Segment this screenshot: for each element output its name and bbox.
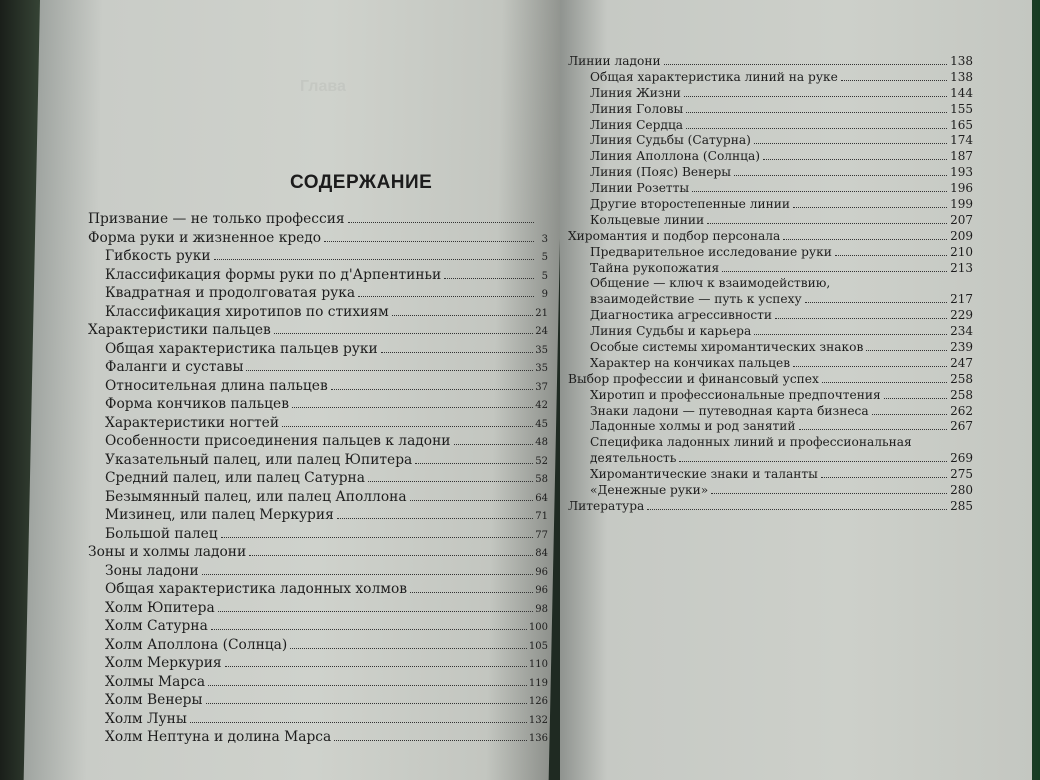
ghost-heading: Глава	[300, 78, 346, 95]
toc-dot-leader	[214, 259, 534, 260]
toc-entry	[88, 321, 548, 340]
toc-entry-title: Квадратная и продолговатая рука	[105, 285, 356, 301]
toc-dot-leader	[822, 382, 947, 383]
toc-entry-title: Большой палец	[105, 525, 218, 542]
toc-dot-leader	[392, 315, 533, 316]
toc-entry-title: Линия Головы	[590, 101, 684, 116]
toc-page-number: 37	[535, 381, 548, 393]
toc-page-number: 126	[528, 696, 548, 707]
toc-dot-leader	[866, 350, 947, 351]
toc-page-number: 35	[535, 363, 548, 374]
toc-page-number: 229	[950, 308, 973, 323]
toc-entry-title: Ладонные холмы и род занятий	[590, 419, 796, 434]
toc-entry	[88, 691, 548, 710]
toc-entry	[88, 636, 548, 655]
toc-page-number: 98	[535, 603, 548, 615]
toc-entry	[568, 276, 973, 292]
toc-entry-title: Литература	[568, 498, 645, 513]
toc-entry-title: Линии Розетты	[590, 181, 690, 196]
toc-dot-leader	[872, 414, 947, 415]
toc-dot-leader	[734, 175, 947, 176]
toc-entry-title: Выбор профессии и финансовый успех	[568, 371, 819, 386]
toc-dot-leader	[206, 703, 527, 704]
toc-entry-title: Общая характеристика линий на руке	[590, 69, 838, 84]
toc-entry	[568, 54, 973, 70]
toc-entry	[88, 284, 548, 303]
toc-dot-leader	[381, 352, 534, 353]
toc-entry-title: Форма кончиков пальцев	[105, 396, 289, 412]
toc-entry	[88, 395, 548, 414]
toc-page-number: 210	[950, 244, 973, 259]
toc-entry-title: Особые системы хиромантических знаков	[590, 340, 864, 355]
toc-page-number: 138	[950, 54, 973, 68]
toc-entry	[568, 261, 973, 277]
toc-page-number: 136	[528, 733, 548, 744]
toc-page-number: 187	[950, 149, 973, 164]
toc-page-number: 239	[950, 340, 973, 355]
toc-page-number: 217	[950, 292, 973, 307]
toc-dot-leader	[290, 648, 527, 649]
toc-page-number: 105	[528, 640, 548, 652]
toc-entry-title: Относительная длина пальцев	[105, 377, 328, 394]
toc-entry	[88, 377, 548, 396]
toc-dot-leader	[410, 500, 534, 501]
toc-page-number: 213	[950, 260, 973, 275]
toc-dot-leader	[334, 740, 527, 741]
toc-dot-leader	[793, 207, 947, 208]
toc-dot-leader	[292, 407, 533, 408]
toc-entry-title: Линии ладони	[568, 54, 661, 68]
toc-entry-title: Средний палец, или палец Сатурна	[105, 470, 365, 486]
toc-entry-title: Линия Жизни	[590, 85, 681, 100]
toc-entry-title: Специфика ладонных линий и профессиональная	[590, 435, 912, 450]
toc-entry	[568, 86, 973, 102]
toc-entry	[88, 543, 548, 562]
toc-entry	[568, 435, 973, 451]
toc-dot-leader	[337, 518, 533, 519]
toc-entry	[568, 133, 973, 149]
toc-dot-leader	[221, 537, 534, 538]
toc-dot-leader	[282, 426, 533, 427]
toc-entry-title: Особенности присоединения пальцев к ладони	[105, 433, 451, 449]
toc-entry-title: Характеристики ногтей	[105, 414, 280, 431]
toc-entry-title: Холм Венеры	[105, 692, 203, 708]
toc-dot-leader	[246, 370, 533, 371]
toc-entry-title: Предварительное исследование руки	[590, 244, 832, 259]
toc-dot-leader	[368, 481, 533, 482]
toc-entry	[568, 388, 973, 404]
toc-entry	[568, 324, 973, 340]
toc-dot-leader	[686, 128, 947, 129]
toc-entry	[568, 372, 973, 388]
toc-page-number: 42	[535, 400, 548, 411]
toc-page-number: 285	[950, 498, 973, 513]
toc-entry-title: Кольцевые линии	[590, 212, 705, 227]
toc-page-number: 280	[950, 483, 973, 498]
toc-dot-leader	[684, 96, 947, 97]
toc-dot-leader	[799, 429, 947, 430]
toc-entry	[88, 710, 548, 729]
toc-entry-title: Холмы Марса	[105, 673, 206, 690]
toc-entry-title: Классификация формы руки по д'Арпентиньи	[105, 266, 442, 283]
toc-page-number: 207	[950, 212, 973, 227]
toc-entry-title: Диагностика агрессивности	[590, 308, 773, 323]
toc-entry	[568, 340, 973, 356]
toc-entry	[568, 308, 973, 324]
toc-entry-title: Холм Сатурна	[105, 618, 208, 634]
toc-entry-title: Тайна рукопожатия	[590, 260, 720, 275]
toc-entry	[88, 358, 548, 377]
toc-dot-leader	[358, 296, 534, 297]
toc-page-number: 119	[528, 677, 548, 689]
toc-page-number: 234	[950, 324, 973, 339]
toc-page-number: 84	[535, 548, 548, 559]
toc-entry-title: Мизинец, или палец Меркурия	[105, 507, 334, 523]
toc-page-number: 45	[535, 418, 548, 430]
toc-entry-title: Хиротип и профессиональные предпочтения	[590, 387, 881, 402]
toc-entry-title: Форма руки и жизненное кредо	[88, 229, 322, 246]
toc-entry-title: Холм Нептуна и долина Марса	[105, 729, 332, 745]
toc-page-number: 71	[535, 511, 548, 522]
toc-page-number: 48	[535, 437, 548, 448]
toc-entry-title: Холм Аполлона (Солнца)	[105, 636, 288, 653]
toc-entry	[88, 451, 548, 470]
toc-page-number: 52	[535, 455, 548, 467]
toc-entry-title: Другие второстепенные линии	[590, 197, 790, 212]
toc-entry	[88, 414, 548, 433]
toc-dot-leader	[835, 255, 947, 256]
toc-entry	[568, 356, 973, 372]
toc-entry	[88, 617, 548, 636]
toc-entry-title: Общение — ключ к взаимодействию,	[590, 276, 831, 291]
toc-entry	[568, 451, 973, 467]
toc-page-number: 24	[535, 326, 548, 337]
toc-entry	[568, 499, 973, 515]
toc-dot-leader	[692, 191, 947, 192]
toc-entry	[88, 728, 548, 747]
toc-page-number: 209	[950, 228, 973, 243]
toc-dot-leader	[454, 444, 534, 445]
toc-entry	[568, 245, 973, 261]
toc-dot-leader	[331, 389, 534, 390]
toc-dot-leader	[444, 278, 534, 279]
toc-entry	[88, 580, 548, 599]
toc-page-number: 199	[950, 197, 973, 212]
toc-dot-leader	[884, 398, 947, 399]
toc-entry	[568, 229, 973, 245]
toc-entry-title: Характеристики пальцев	[88, 322, 271, 338]
toc-entry-title: Характер на кончиках пальцев	[590, 355, 791, 370]
toc-entry	[568, 197, 973, 213]
toc-entry	[88, 506, 548, 525]
toc-entry	[88, 266, 548, 285]
toc-page-number: 96	[535, 566, 548, 578]
toc-dot-leader	[410, 592, 533, 593]
toc-page-number: 138	[950, 69, 973, 84]
toc-entry	[568, 404, 973, 420]
toc-dot-leader	[211, 629, 527, 630]
toc-entry-title: Классификация хиротипов по стихиям	[105, 303, 389, 320]
toc-entry-title: Призвание — не только профессия	[88, 211, 345, 227]
toc-entry	[88, 599, 548, 618]
toc-entry	[88, 247, 548, 266]
toc-page-number: 144	[950, 85, 973, 100]
toc-page-number: 258	[950, 387, 973, 402]
toc-dot-leader	[754, 334, 947, 335]
toc-entry	[568, 165, 973, 181]
toc-dot-leader	[208, 685, 527, 686]
toc-entry	[88, 303, 548, 322]
toc-dot-leader	[707, 223, 947, 224]
toc-dot-leader	[415, 463, 533, 464]
toc-page-number: 174	[950, 133, 973, 148]
toc-entry-title: Зоны и холмы ладони	[88, 544, 247, 560]
toc-dot-leader	[190, 722, 527, 723]
toc-entry	[88, 673, 548, 692]
toc-entry-title: Холм Юпитера	[105, 599, 215, 616]
toc-page-number: 77	[535, 529, 548, 541]
toc-entry	[568, 70, 973, 86]
toc-entry-title: Холм Луны	[105, 710, 187, 727]
toc-page-number: 262	[950, 403, 973, 418]
toc-page-number: 100	[528, 622, 548, 633]
toc-entry	[88, 525, 548, 544]
toc-entry	[568, 149, 973, 165]
toc-dot-leader	[664, 64, 947, 65]
toc-entry-title: Общая характеристика пальцев руки	[105, 340, 378, 357]
toc-entry-title: Общая характеристика ладонных холмов	[105, 581, 408, 597]
toc-entry	[88, 432, 548, 451]
page-title: СОДЕРЖАНИЕ	[290, 172, 433, 193]
toc-page-number: 165	[950, 117, 973, 132]
toc-dot-leader	[686, 112, 947, 113]
toc-entry-title: Линия Судьбы (Сатурна)	[590, 133, 751, 148]
toc-entry-title: деятельность	[590, 451, 677, 466]
toc-page-number: 247	[950, 355, 973, 370]
toc-page-number: 155	[950, 101, 973, 116]
toc-entry-title: Знаки ладони — путеводная карта бизнеса	[590, 403, 869, 418]
toc-page-number: 258	[950, 371, 973, 386]
toc-page-number: 5	[541, 252, 548, 263]
toc-dot-leader	[805, 302, 947, 303]
toc-page-number: 5	[541, 270, 548, 282]
toc-dot-leader	[202, 574, 534, 575]
toc-entry	[568, 467, 973, 483]
toc-dot-leader	[647, 509, 947, 510]
toc-dot-leader	[324, 241, 534, 242]
toc-page-number: 196	[950, 181, 973, 196]
toc-dot-leader	[763, 159, 947, 160]
toc-page-number: 58	[535, 474, 548, 485]
toc-entry	[568, 292, 973, 308]
toc-dot-leader	[348, 222, 534, 223]
toc-entry-title: «Денежные руки»	[590, 483, 709, 498]
toc-dot-leader	[754, 143, 947, 144]
toc-entry	[568, 483, 973, 499]
toc-entry-title: Безымянный палец, или палец Аполлона	[105, 488, 407, 505]
toc-entry	[88, 488, 548, 507]
toc-dot-leader	[821, 477, 947, 478]
toc-entry-title: Линия Судьбы и карьера	[590, 324, 752, 339]
toc-page-number: 9	[541, 289, 548, 300]
toc-entry	[88, 562, 548, 581]
toc-page-number: 132	[528, 714, 548, 726]
toc-right-list	[568, 54, 973, 515]
toc-page-number: 35	[535, 344, 548, 356]
toc-page-number: 193	[950, 165, 973, 180]
toc-entry-title: Гибкость руки	[105, 248, 211, 264]
toc-left-list	[88, 210, 548, 747]
toc-entry	[88, 229, 548, 248]
toc-page-number: 64	[535, 492, 548, 504]
toc-dot-leader	[793, 366, 947, 367]
toc-entry	[568, 181, 973, 197]
toc-entry	[568, 118, 973, 134]
toc-entry-title: Хиромантические знаки и таланты	[590, 467, 818, 482]
toc-page-number: 21	[535, 307, 548, 319]
toc-entry-title: Фаланги и суставы	[105, 359, 244, 375]
toc-dot-leader	[274, 333, 533, 334]
toc-entry-title: Холм Меркурия	[105, 655, 222, 671]
toc-page-number: 110	[528, 659, 548, 670]
toc-page-number: 269	[950, 451, 973, 466]
toc-entry	[568, 419, 973, 435]
toc-entry-title: Хиромантия и подбор персонала	[568, 228, 781, 243]
toc-dot-leader	[711, 493, 947, 494]
toc-page-number: 3	[541, 233, 548, 245]
toc-entry-title: взаимодействие — путь к успеху	[590, 292, 802, 307]
toc-dot-leader	[249, 555, 533, 556]
toc-dot-leader	[841, 80, 947, 81]
toc-entry	[88, 340, 548, 359]
toc-dot-leader	[783, 239, 947, 240]
toc-entry	[88, 210, 548, 229]
toc-entry	[568, 102, 973, 118]
toc-dot-leader	[225, 666, 527, 667]
toc-entry	[88, 654, 548, 673]
toc-dot-leader	[722, 271, 947, 272]
toc-entry-title: Зоны ладони	[105, 562, 199, 579]
toc-dot-leader	[218, 611, 534, 612]
toc-entry	[88, 469, 548, 488]
toc-dot-leader	[775, 318, 947, 319]
toc-entry	[568, 213, 973, 229]
toc-page-number: 267	[950, 419, 973, 434]
toc-entry-title: Линия Аполлона (Солнца)	[590, 149, 761, 164]
toc-entry-title: Указательный палец, или палец Юпитера	[105, 451, 413, 468]
toc-dot-leader	[679, 461, 947, 462]
toc-entry-title: Линия (Пояс) Венеры	[590, 165, 731, 180]
toc-page-number: 275	[950, 467, 973, 482]
toc-page-number: 96	[535, 585, 548, 596]
toc-entry-title: Линия Сердца	[590, 117, 684, 132]
